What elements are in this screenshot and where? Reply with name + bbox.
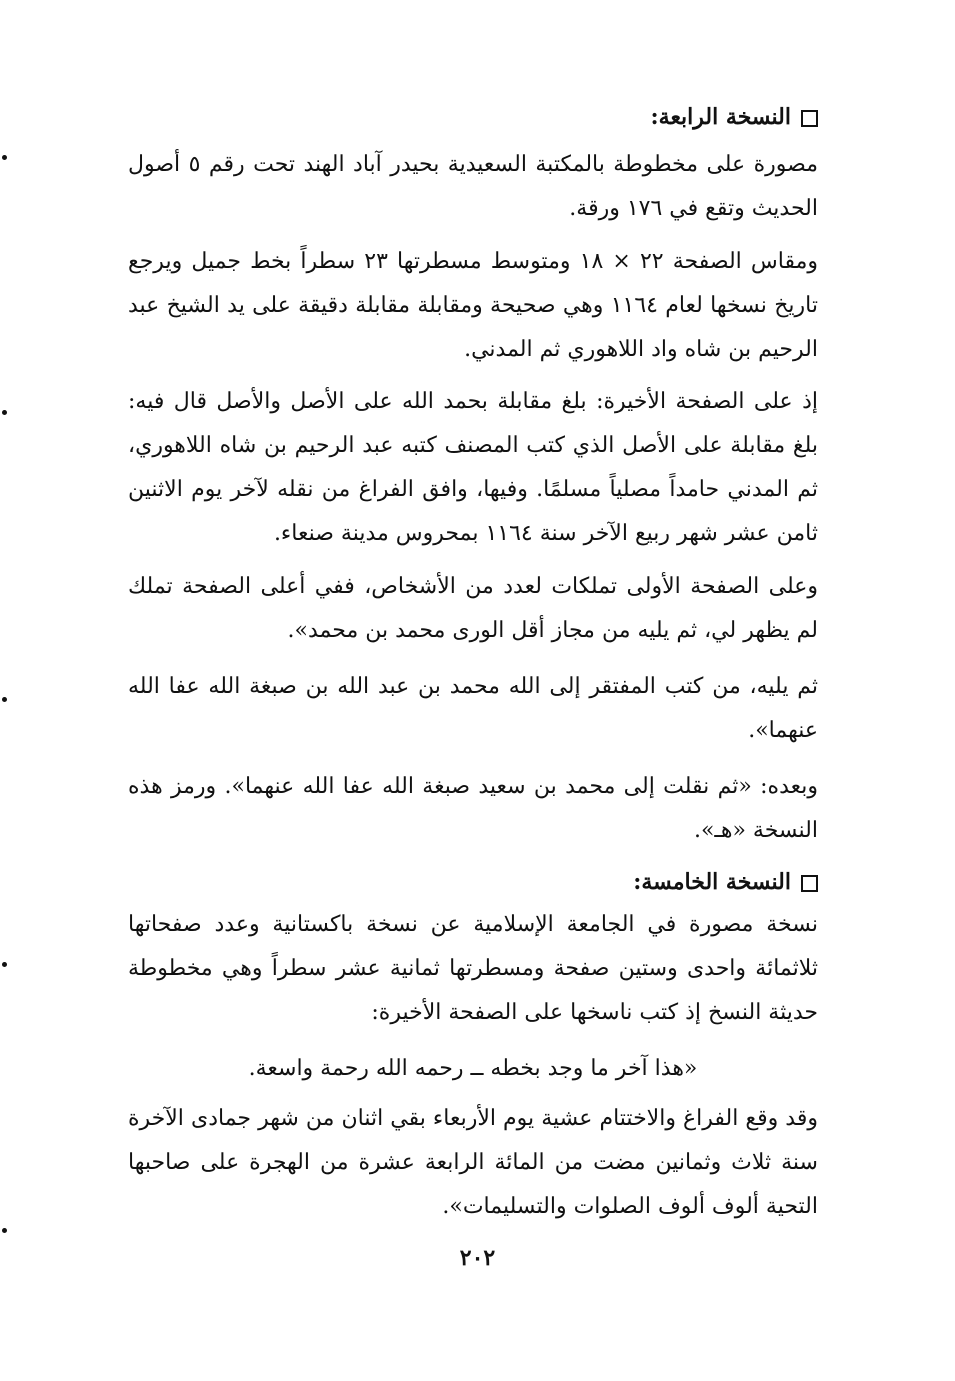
heading-text: النسخة الخامسة: (633, 869, 791, 895)
paragraph: وقد وقع الفراغ والاختتام عشية يوم الأربعاء بقي اثنان من شهر جمادى الآخرة سنة ثلاث وثمانين مضت من المائة الرابعة عشرة من الهجرة على صاحبها التحية ألوف ألوف الصلوات والتسليمات». (128, 1106, 818, 1219)
margin-mark (2, 155, 7, 160)
quotation-line: «هذا آخر ما وجد بخطه ــ رحمه الله رحمة واسعة. (248, 1056, 698, 1081)
paragraph: إذ على الصفحة الأخيرة: بلغ مقابلة بحمد الله على الأصل والأصل قال فيه: بلغ مقابلة على الأصل الذي كتب المصنف كتبه عبد الرحيم بن شاه اللاهوري، ثم المدني حامداً مصلياً مسلمًا. وفيها، وافق الفراغ من نقله لآخر يوم الاثنين ثامن عشر شهر ربيع الآخر سنة ١١٦٤ بمحروس مدينة صنعاء. (128, 389, 818, 546)
paragraph: ثم يليه، من كتب المفتقر إلى الله محمد بن عبد الله بن صبغة الله عفا الله عنهما». (128, 674, 818, 743)
heading-text: النسخة الرابعة: (650, 104, 791, 130)
square-bullet-icon (801, 875, 818, 892)
margin-mark (2, 1228, 7, 1233)
section-heading-fourth-copy (128, 97, 818, 137)
paragraph: مصورة على مخطوطة بالمكتبة السعيدية بحيدر آباد الهند تحت رقم ٥ أصول الحديث وتقع في ١٧٦ ورقة. (128, 152, 819, 221)
margin-mark (2, 962, 7, 967)
section-heading-fifth-copy (128, 862, 818, 902)
paragraph: نسخة مصورة في الجامعة الإسلامية عن نسخة باكستانية وعدد صفحاتها ثلاثمائة واحدى وستين صفحة ومسطرتها ثمانية عشر سطراً وهي مخطوطة حديثة النسخ إذ كتب ناسخها على الصفحة الأخيرة: (128, 912, 819, 1025)
paragraph: وعلى الصفحة الأولى تملكات لعدد من الأشخاص، ففي أعلى الصفحة تملك لم يظهر لي، ثم يليه من مجاز أقل الورى محمد بن محمد». (128, 574, 818, 643)
page-number: ٢٠٢ (459, 1245, 496, 1271)
margin-mark (2, 410, 7, 415)
paragraph: ومقاس الصفحة ٢٢ × ١٨ ومتوسط مسطرتها ٢٣ سطراً بخط جميل ويرجع تاريخ نسخها لعام ١١٦٤ وهي صحيحة ومقابلة مقابلة دقيقة على يد الشيخ عبد الرحيم بن شاه واد اللاهوري ثم المدني. (128, 249, 818, 362)
paragraph: وبعده: «ثم نقلت إلى محمد بن سعيد صبغة الله عفا الله عنهما». ورمز هذه النسخة «هـ». (128, 774, 818, 843)
margin-mark (2, 697, 7, 702)
square-bullet-icon (801, 110, 818, 127)
